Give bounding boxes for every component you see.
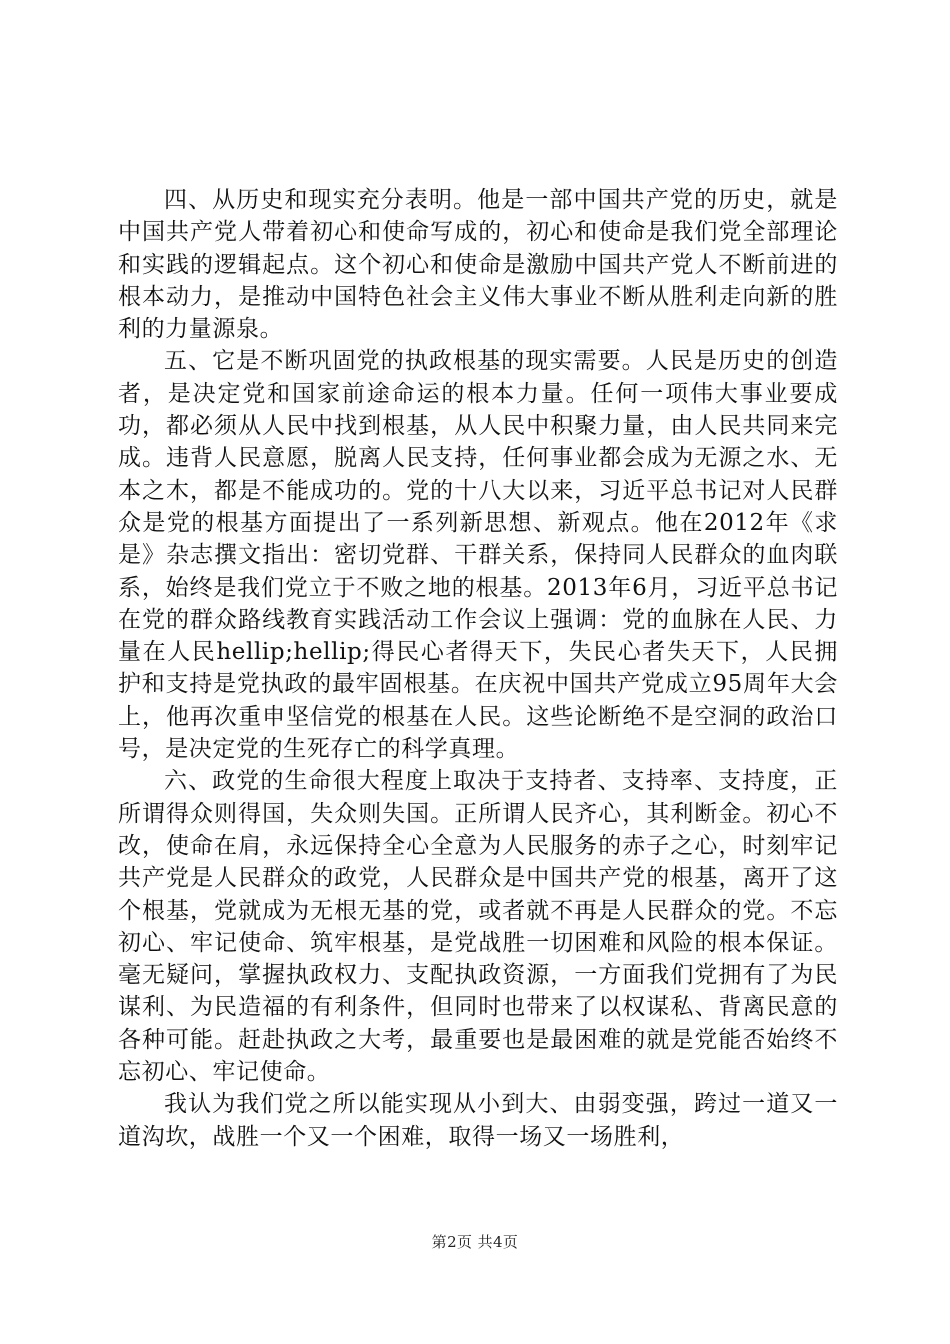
page-number-footer: 第2页 共4页 (431, 1233, 519, 1251)
document-body (118, 184, 838, 1153)
paragraph-4: 四、从历史和现实充分表明。他是一部中国共产党的历史，就是中国共产党人带着初心和使命写成的，初心和使命是我们党全部理论和实践的逻辑起点。这个初心和使命是激励中国共产党人不断前进的根本动力，是推动中国特色社会主义伟大事业不断从胜利走向新的胜利的力量源泉。 (118, 187, 838, 343)
paragraph-5: 五、它是不断巩固党的执政根基的现实需要。人民是历史的创造者，是决定党和国家前途命运的根本力量。任何一项伟大事业要成功，都必须从人民中找到根基，从人民中积聚力量，由人民共同来完成。违背人民意愿，脱离人民支持，任何事业都会成为无源之水、无本之木，都是不能成功的。党的十八大以来，习近平总书记对人民群众是党的根基方面提出了一系列新思想、新观点。他在2012年《求是》杂志撰文指出：密切党群、干群关系，保持同人民群众的血肉联系，始终是我们党立于不败之地的根基。2013年6月，习近平总书记在党的群众路线教育实践活动工作会议上强调：党的血脉在人民、力量在人民hellip;hellip;得民心者得天下，失民心者失天下，人民拥护和支持是党执政的最牢固根基。在庆祝中国共产党成立95周年大会上，他再次重申坚信党的根基在人民。这些论断绝不是空洞的政治口号，是决定党的生死存亡的科学真理。 (118, 348, 838, 763)
paragraph-6: 六、政党的生命很大程度上取决于支持者、支持率、支持度，正所谓得众则得国，失众则失国。正所谓人民齐心，其利断金。初心不改，使命在肩，永远保持全心全意为人民服务的赤子之心，时刻牢记共产党是人民群众的政党，人民群众是中国共产党的根基，离开了这个根基，党就成为无根无基的党，或者就不再是人民群众的党。不忘初心、牢记使命、筑牢根基，是党战胜一切困难和风险的根本保证。毫无疑问，掌握执政权力、支配执政资源，一方面我们党拥有了为民谋利、为民造福的有利条件，但同时也带来了以权谋私、背离民意的各种可能。赶赴执政之大考，最重要也是最困难的就是党能否始终不忘初心、牢记使命。 (118, 768, 838, 1086)
paragraph-conclusion: 我认为我们党之所以能实现从小到大、由弱变强，跨过一道又一道沟坎，战胜一个又一个困难，取得一场又一场胜利， (118, 1091, 838, 1150)
